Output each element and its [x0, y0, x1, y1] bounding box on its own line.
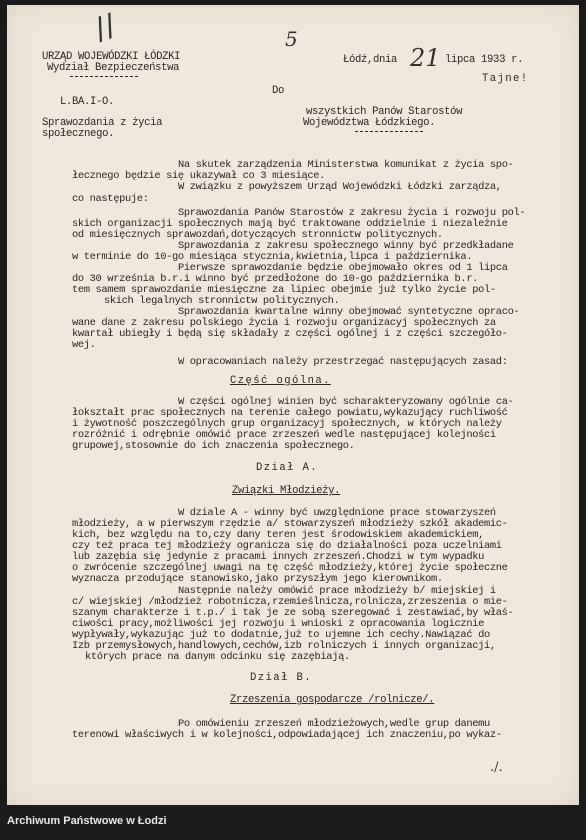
body-line: czy też praca tej młodzieży ogranicza się do działalności poza uczelniami [72, 540, 502, 552]
section-label-b: Dział B. [250, 672, 313, 684]
department-underline [70, 76, 138, 78]
body-line: W opracowaniach należy przestrzegać następujących zasad: [178, 356, 508, 368]
addressee-underline [355, 131, 423, 133]
addressee-line-1: wszystkich Panów Starostów [306, 106, 463, 118]
body-line: szanym charakterze i t.p./ i tak je ze sobą szeregować i zestawiać,by właś- [72, 607, 514, 619]
body-line: skich legalnych stronnictw politycznych. [104, 295, 340, 307]
subject-line-2: społecznego. [42, 128, 115, 140]
subject-line-1: Sprawozdania z życia [42, 117, 163, 129]
body-line: łecznego będzie się ukazywał co 3 miesiące. [72, 170, 326, 182]
body-line: w terminie do 10-go miesiąca stycznia,kwietnia,lipca i października. [72, 251, 473, 263]
body-line: W związku z powyższem Urząd Wojewódzki Łódzki zarządza, [178, 181, 502, 193]
body-line: których prace na danym odcinku się zazębiają. [85, 651, 350, 663]
to-label: Do [272, 85, 285, 97]
body-line: terenowi właściwych i w kolejności,odpowiadającej ich znaczeniu,po wykaz- [72, 729, 502, 741]
body-line: kich, bez względu na to,czy dany teren jest środowiskiem akademickiem, [72, 529, 484, 541]
body-line: Następnie należy omówić prace młodzieży b/ miejskiej i [178, 585, 496, 597]
body-line: W dziale A - winny być uwzględnione prace stowarzyszeń [178, 507, 496, 519]
body-line: wane dane z zakresu polskiego życia i rozwoju organizacyj społecznych za [72, 317, 496, 329]
body-line: kwartał ubiegły i będą się składały z części ogólnej i z części szczegóło- [72, 328, 508, 340]
body-line: Po omówieniu zrzeszeń młodzieżowych,wedle grup danemu [178, 718, 490, 730]
section-heading-general: Część ogólna. [230, 375, 331, 387]
body-line: do 30 września b.r.i winno być przedłożone do 10-go października b.r. [72, 273, 479, 285]
body-line: c/ wiejskiej /młodzież robotnicza,rzemieślnicza,rolnicza,zrzeszenia o mie- [72, 596, 508, 608]
body-line: skich organizacji społecznych mają być traktowane oddzielnie i niezależnie [72, 218, 508, 230]
department-name: Wydział Bezpieczeństwa [47, 62, 180, 74]
body-line: rozróżnić i odrębnie omówić prace zrzeszeń wedle następującej kolejności [72, 429, 496, 441]
body-line: Sprawozdania kwartalne winny obejmować syntetyczne opraco- [178, 306, 520, 318]
body-line: ciwości pracy,możliwości jej rozwoju i wnioski z opracowania logicznie [72, 618, 484, 630]
section-heading-youth: Związki Młodzieży. [232, 485, 341, 497]
addressee-line-2: Województwa Łódzkiego. [303, 117, 436, 129]
body-line: od miesięcznych sprawozdań,dotyczących stronnictw politycznych. [72, 229, 443, 241]
body-line: młodzieży, a w pierwszym rzędzie a/ stowarzyszeń młodzieży szkół akademic- [72, 518, 508, 530]
body-line: co następuje: [72, 193, 149, 205]
date-day: 21 [410, 44, 441, 72]
body-line: o zwrócenie szczególnej uwagi na tę część młodzieży,której życie społeczne [72, 562, 508, 574]
body-line: grupowej,stosownie do ich znaczenia społecznego. [72, 440, 355, 452]
archive-name: Archiwum Państwowe w Łodzi [7, 815, 167, 827]
date-prefix: Łódź,dnia [343, 54, 398, 66]
body-line: Sprawozdania Panów Starostów z zakresu życia i rozwoju pol- [178, 207, 526, 219]
body-line: wypływały,wykazując już to dodatnie,już to ujemne ich cechy.Nawiązać do [72, 629, 490, 641]
body-line: Sprawozdania z zakresu społecznego winny być przedkładane [178, 240, 514, 252]
body-line: lub zazębia się jedynie z pracami innych zrzeszeń.Chodzi w tym wypadku [72, 551, 484, 563]
secret-stamp: Tajne! [482, 73, 529, 85]
handwritten-number: 5 [285, 27, 298, 51]
body-line: Izb przemysłowych,handlowych,cechów,izb rolniczych i innych organizacji, [72, 640, 496, 652]
body-line: i żywotność poszczególnych grup organizacyj społecznych, w których należy [72, 418, 502, 430]
reference-number: L.BA.I-O. [60, 96, 115, 108]
body-line: tem samem sprawozdanie miesięczne za lipiec obejmie już tylko życie pol- [72, 284, 496, 296]
page-continuation-mark: ./. [490, 760, 503, 775]
section-label-a: Dział A. [256, 462, 319, 474]
body-line: wej. [72, 339, 96, 351]
office-name: URZĄD WOJEWÓDZKI ŁÓDZKI [42, 51, 181, 63]
body-line: łokształt prac społecznych na terenie całego powiatu,wykazujący ruchliwość [72, 407, 508, 419]
body-line: Pierwsze sprawozdanie będzie obejmowało okres od 1 lipca [178, 262, 508, 274]
body-line: wyznacza przodujące stanowisko,jako przyszłym jego kierownikom. [72, 573, 443, 585]
date-suffix: lipca 1933 r. [445, 54, 524, 66]
section-heading-economic: Zrzeszenia gospodarcze /rolnicze/. [230, 694, 435, 706]
body-line: W części ogólnej winien być scharakteryzowany ogólnie ca- [178, 396, 514, 408]
handwritten-mark: // [89, 7, 121, 48]
body-line: Na skutek zarządzenia Ministerstwa komunikat z życia spo- [178, 159, 514, 171]
